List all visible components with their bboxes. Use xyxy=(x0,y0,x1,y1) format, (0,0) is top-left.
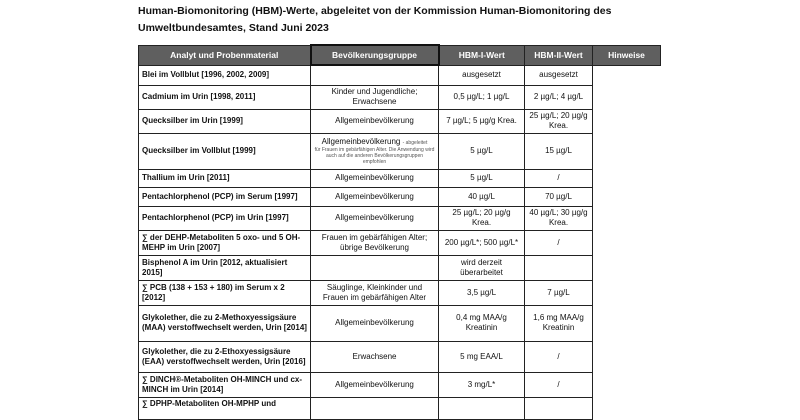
hbm2-cell xyxy=(525,255,593,280)
table-row xyxy=(139,255,661,280)
group-suffix: - abgeleitet xyxy=(402,140,428,146)
analyt-cell: Pentachlorphenol (PCP) im Serum [1997] xyxy=(139,187,311,206)
analyt-cell: ∑ PCB (138 + 153 + 180) im Serum x 2 [2012] xyxy=(139,280,311,305)
analyt-cell: Blei im Vollblut [1996, 2002, 2009] xyxy=(139,65,311,85)
group-cell: Allgemeinbevölkerung xyxy=(311,206,439,230)
hbm2-cell: 40 µg/L; 30 µg/g Krea. xyxy=(525,206,593,230)
hinweise-cell xyxy=(593,397,661,419)
hbm1-cell: 200 µg/L*; 500 µg/L* xyxy=(439,230,525,255)
hinweise-cell xyxy=(593,169,661,187)
hbm-table xyxy=(138,44,661,420)
hinweise-cell xyxy=(593,187,661,206)
table-row xyxy=(139,230,661,255)
table-row xyxy=(139,305,661,341)
hbm1-cell xyxy=(439,397,525,419)
hbm2-cell: / xyxy=(525,372,593,397)
hinweise-cell xyxy=(593,305,661,341)
table-header-row xyxy=(139,45,661,65)
table-row xyxy=(139,206,661,230)
table-row xyxy=(139,372,661,397)
group-cell: Allgemeinbevölkerung xyxy=(311,372,439,397)
table-row xyxy=(139,65,661,85)
analyt-cell: Glykolether, die zu 2-Ethoxyessigsäure (EAA) verstoffwechselt werden, Urin [2016] xyxy=(139,341,311,372)
hbm1-cell: 0,5 µg/L; 1 µg/L xyxy=(439,85,525,109)
table-row xyxy=(139,280,661,305)
document-title xyxy=(138,3,658,37)
hinweise-cell xyxy=(593,206,661,230)
hbm2-cell: / xyxy=(525,341,593,372)
table-row xyxy=(139,341,661,372)
hbm1-cell: 5 µg/L xyxy=(439,133,525,169)
analyt-cell: Quecksilber im Urin [1999] xyxy=(139,109,311,133)
hbm1-cell: wird derzeit überarbeitet xyxy=(439,255,525,280)
column-header-hbm2: HBM-II-Wert xyxy=(525,45,593,65)
title-line-1: Human-Biomonitoring (HBM)-Werte, abgeleitet von der Kommission Human-Biomonitoring des xyxy=(138,5,612,17)
hbm2-cell xyxy=(525,397,593,419)
hbm1-cell: 40 µg/L xyxy=(439,187,525,206)
analyt-cell: Bisphenol A im Urin [2012, aktualisiert 2015] xyxy=(139,255,311,280)
group-text: Allgemeinbevölkerung xyxy=(321,137,401,146)
group-cell xyxy=(311,397,439,419)
table-row xyxy=(139,187,661,206)
hbm1-cell: 25 µg/L; 20 µg/g Krea. xyxy=(439,206,525,230)
hbm2-cell: / xyxy=(525,169,593,187)
hinweise-cell xyxy=(593,133,661,169)
analyt-cell: ∑ der DEHP-Metaboliten 5 oxo- und 5 OH-MEHP im Urin [2007] xyxy=(139,230,311,255)
table-row xyxy=(139,169,661,187)
table-row xyxy=(139,109,661,133)
hbm2-cell: 1,6 mg MAA/g Kreatinin xyxy=(525,305,593,341)
group-cell: Allgemeinbevölkerung xyxy=(311,109,439,133)
hbm1-cell: ausgesetzt xyxy=(439,65,525,85)
hbm1-cell: 7 µg/L; 5 µg/g Krea. xyxy=(439,109,525,133)
analyt-cell: Quecksilber im Vollblut [1999] xyxy=(139,133,311,169)
hbm2-cell: 2 µg/L; 4 µg/L xyxy=(525,85,593,109)
hbm1-cell: 3,5 µg/L xyxy=(439,280,525,305)
hbm1-cell: 5 mg EAA/L xyxy=(439,341,525,372)
hbm1-cell: 3 mg/L* xyxy=(439,372,525,397)
hbm2-cell: 25 µg/L; 20 µg/g Krea. xyxy=(525,109,593,133)
table-row xyxy=(139,397,661,419)
column-header-analyt: Analyt und Probenmaterial xyxy=(139,45,311,65)
column-header-hinweise: Hinweise xyxy=(593,45,661,65)
column-header-group: Bevölkerungsgruppe xyxy=(311,45,439,65)
group-cell: Frauen im gebärfähigen Alter; übrige Bevölkerung xyxy=(311,230,439,255)
hinweise-cell xyxy=(593,255,661,280)
group-cell: Säuglinge, Kleinkinder und Frauen im gebärfähigen Alter xyxy=(311,280,439,305)
hbm1-cell: 0,4 mg MAA/g Kreatinin xyxy=(439,305,525,341)
hbm2-cell: / xyxy=(525,230,593,255)
group-cell xyxy=(311,65,439,85)
hinweise-cell xyxy=(593,230,661,255)
hinweise-cell xyxy=(593,65,661,85)
hbm2-cell: ausgesetzt xyxy=(525,65,593,85)
group-note: für Frauen im gebärfähigen Alter. Die Anwendung wird auch auf die anderen Bevölkerungsgruppen empfohlen xyxy=(314,147,435,165)
hbm1-cell: 5 µg/L xyxy=(439,169,525,187)
group-cell: Allgemeinbevölkerung xyxy=(311,187,439,206)
hbm2-cell: 15 µg/L xyxy=(525,133,593,169)
group-cell xyxy=(311,255,439,280)
analyt-cell: Thallium im Urin [2011] xyxy=(139,169,311,187)
hinweise-cell xyxy=(593,341,661,372)
table-row xyxy=(139,85,661,109)
analyt-cell: Glykolether, die zu 2-Methoxyessigsäure (MAA) verstoffwechselt werden, Urin [2014] xyxy=(139,305,311,341)
hinweise-cell xyxy=(593,85,661,109)
hinweise-cell xyxy=(593,372,661,397)
group-cell: Kinder und Jugendliche; Erwachsene xyxy=(311,85,439,109)
hbm2-cell: 70 µg/L xyxy=(525,187,593,206)
analyt-cell: ∑ DPHP-Metaboliten OH-MPHP und xyxy=(139,397,311,419)
hinweise-cell xyxy=(593,109,661,133)
hinweise-cell xyxy=(593,280,661,305)
group-cell: Allgemeinbevölkerung xyxy=(311,169,439,187)
group-cell: Erwachsene xyxy=(311,341,439,372)
group-cell xyxy=(311,133,439,169)
title-line-2: Umweltbundesamtes, Stand Juni 2023 xyxy=(138,22,329,34)
analyt-cell: Cadmium im Urin [1998, 2011] xyxy=(139,85,311,109)
analyt-cell: ∑ DINCH®-Metaboliten OH-MINCH und cx-MINCH im Urin [2014] xyxy=(139,372,311,397)
hbm2-cell: 7 µg/L xyxy=(525,280,593,305)
table-row xyxy=(139,133,661,169)
analyt-cell: Pentachlorphenol (PCP) im Urin [1997] xyxy=(139,206,311,230)
column-header-hbm1: HBM-I-Wert xyxy=(439,45,525,65)
group-cell: Allgemeinbevölkerung xyxy=(311,305,439,341)
